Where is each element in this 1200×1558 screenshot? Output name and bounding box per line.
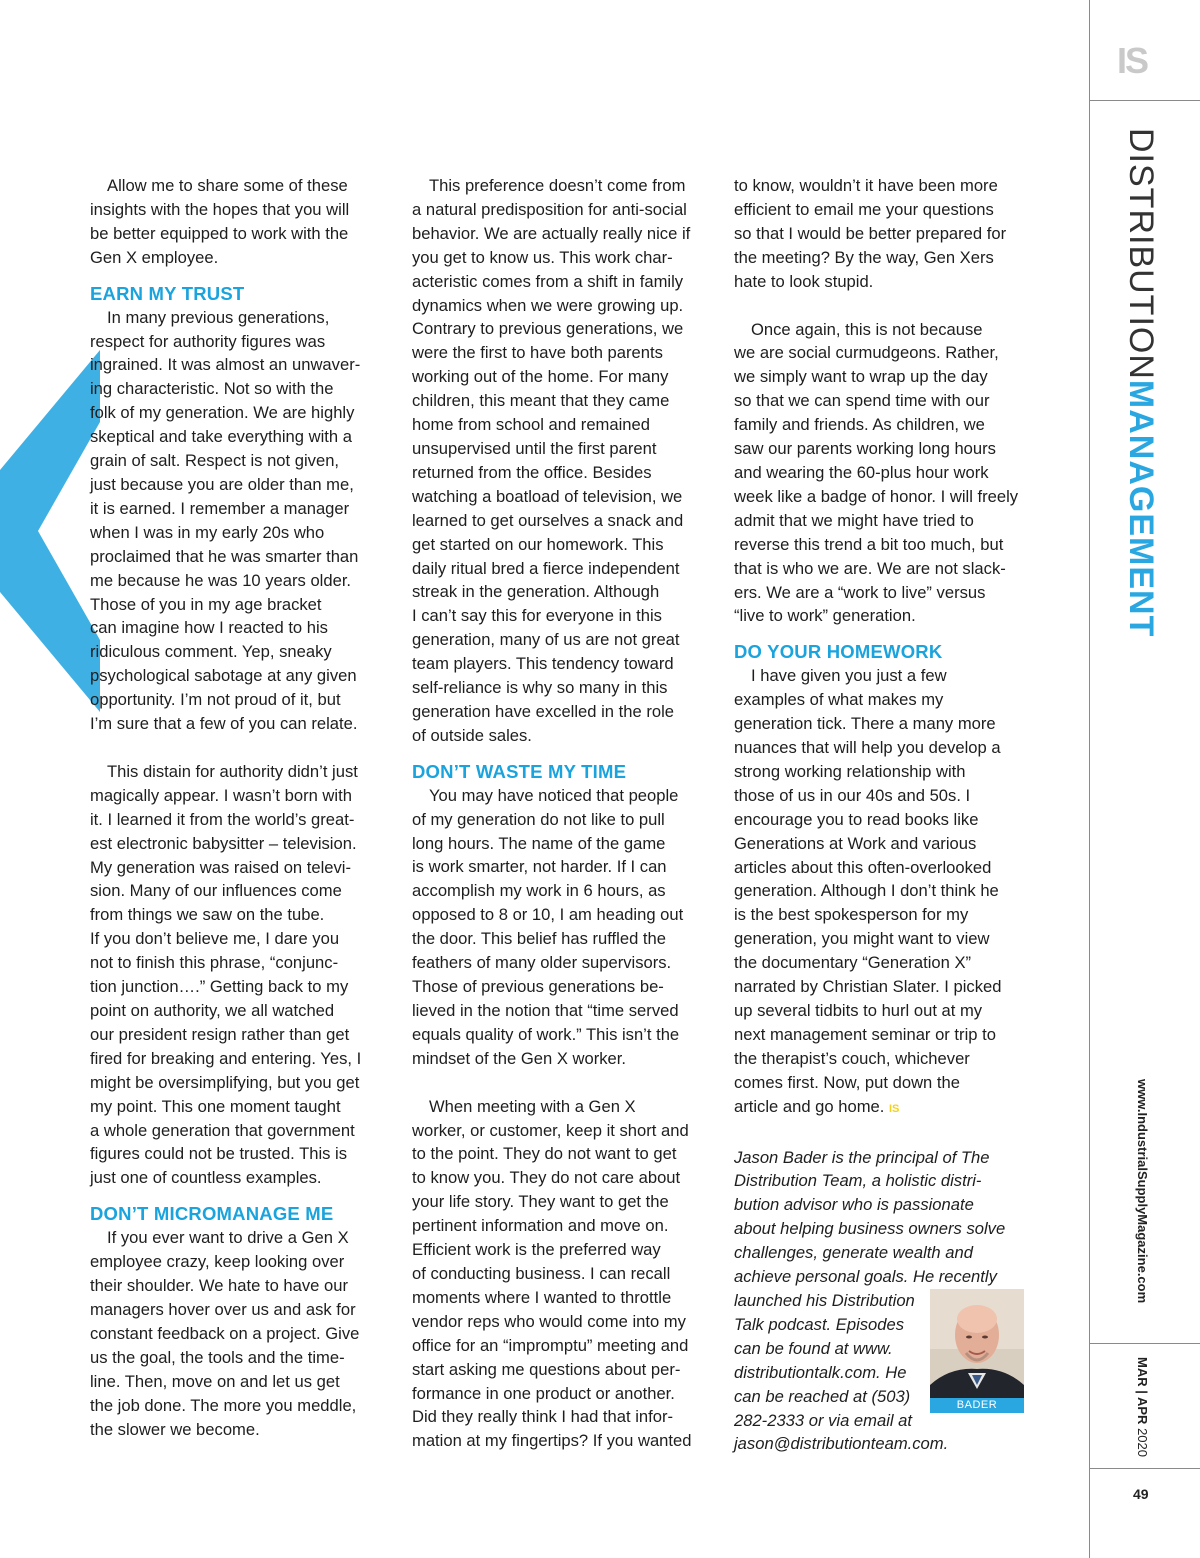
article-column-3: [734, 174, 1024, 1456]
author-bio: Jason Bader is the principal of The Distribution Team, a holistic distri- bution advisor who is passionate about helping business owners solve challenges, generate wealth and achieve personal goals. He recently: [734, 1147, 1006, 1287]
rail-divider: [1089, 1343, 1200, 1344]
section-label-light: DISTRIBUTION: [1122, 128, 1160, 380]
magazine-url: www.IndustrialSupplyMagazine.com: [1135, 1079, 1150, 1304]
issue-date: [1134, 1357, 1150, 1457]
paragraph: to know, wouldn’t it have been more efficient to email me your questions so that I would be better prepared for the meeting? By the way, Gen Xers hate to look stupid.: [734, 176, 1007, 291]
article-column-1: [90, 174, 380, 1441]
rail-divider: [1089, 100, 1200, 101]
article-column-2: [412, 174, 702, 1453]
paragraph-text: I have given you just a few examples of what makes my generation tick. There a many more nuances that will help you develop a strong working relationship with those of us in our 40s and 50s. I encourage you to read books like Generations at Work and various articles about this often-overlooked generation. Although I don’t think he is the best spokesperson for my generation, you might want to view the documentary “Generation X” narrated by Christian Slater. I picked up several tidbits to hurl out at my next management seminar or trip to the therapist’s couch, whichever comes first. Now, put down the article and go home.: [734, 666, 1002, 1116]
paragraph: You may have noticed that people of my generation do not like to pull long hours. The name of the game is work smarter, not harder. If I can accomplish my work in 6 hours, as opposed to 8 or 10, I am heading out the door. This belief has ruffled the feathers of many older supervisors. Those of previous generations be- lieved in the notion that “time served equals quality of work.” This isn’t the mindset of the Gen X worker.: [412, 785, 684, 1068]
end-mark-icon: IS: [888, 1102, 900, 1115]
paragraph: This preference doesn’t come from a natural predisposition for anti-social behavior. We are actually really nice if you get to know us. This work char- acteristic comes from a shift in family dynamics when we were growing up. Contrary to previous generations, we were the first to have both parents working out of the home. For many children, this meant that they came home from school and remained unsupervised until the first parent returned from the office. Besides watching a boatload of television, we learned to get ourselves a snack and get started on our homework. This daily ritual bred a fierce independent streak in the generation. Although I can’t say this for everyone in this generation, many of us are not great team players. This tendency toward self-reliance is why so many in this generation have excelled in the role of outside sales.: [412, 176, 691, 745]
page-number: 49: [1133, 1486, 1149, 1502]
paragraph: When meeting with a Gen X worker, or customer, keep it short and to the point. They do not want to get to know you. They do not care about your life story. They want to get the pertinent information and move on. Efficient work is the preferred way of conducting business. I can recall moments where I wanted to throttle vendor reps who would come into my office for an “impromptu” meeting and start asking me questions about per- formance in one product or another. Did they really think I had that infor- mation at my fingertips? If you wanted: [412, 1096, 692, 1451]
issue-year: 2020: [1135, 1428, 1150, 1457]
section-label-bold: MANAGEMENT: [1122, 379, 1160, 638]
photo-caption: BADER: [930, 1398, 1024, 1413]
portrait-image: [930, 1289, 1024, 1413]
section-heading-do-your-homework: DO YOUR HOMEWORK: [734, 641, 943, 663]
section-label: [1121, 128, 1161, 637]
magazine-logo: IS: [1117, 40, 1148, 81]
rail-divider: [1089, 1468, 1200, 1469]
paragraph: This distain for authority didn’t just magically appear. I wasn’t born with it. I learned it from the world’s great- est electronic babysitter – television. My generation was raised on televi- sion. Many of our influences come from things we saw on the tube. If you don’t believe me, I dare you not to finish this phrase, “conjunc- tion junction….” Getting back to my point on authority, we all watched our president resign rather than get fired for breaking and entering. Yes, I might be oversimplifying, but you get my point. This one moment taught a whole generation that government figures could not be trusted. This is just one of countless examples.: [90, 761, 362, 1188]
paragraph: Allow me to share some of these insights with the hopes that you will be better equipped to work with the Gen X employee.: [90, 176, 350, 267]
author-photo: [930, 1289, 1024, 1413]
paragraph: If you ever want to drive a Gen X employee crazy, keep looking over their shoulder. We hate to have our managers hover over us and ask for constant feedback on a project. Give us the goal, the tools and the time- line. Then, move on and let us get the job done. The more you meddle, the slower we become.: [90, 1228, 360, 1439]
section-heading-dont-waste-my-time: DON’T WASTE MY TIME: [412, 760, 627, 782]
paragraph: In many previous generations, respect for authority figures was ingrained. It was almost an unwaver- ing characteristic. Not so with the folk of my generation. We are highly skeptical and take everything with a grain of salt. Respect is not given, just because you are older than me, it is earned. I remember a manager when I was in my early 20s who proclaimed that he was smarter than me because he was 10 years older. Those of you in my age bracket can imagine how I reacted to his ridiculous comment. Yep, sneaky psychological sabotage at any given opportunity. I’m not proud of it, but I’m sure that a few of you can relate.: [90, 307, 361, 734]
section-heading-dont-micromanage-me: DON’T MICROMANAGE ME: [90, 1203, 334, 1225]
paragraph: [734, 664, 1024, 1121]
section-heading-earn-my-trust: EARN MY TRUST: [90, 282, 245, 304]
rail-divider: [1089, 0, 1090, 1558]
issue-month: MAR | APR: [1135, 1357, 1150, 1425]
author-bio-continued: launched his Distribution Talk podcast. Episodes can be found at www. distributiontalk.com. He can be reached at (503) 282-2333 or via email at jason@distributionteam.com.: [734, 1290, 949, 1454]
chevron-decoration: [0, 350, 100, 712]
paragraph: Once again, this is not because we are social curmudgeons. Rather, we simply want to wrap up the day so that we can spend time with our family and friends. As children, we saw our parents working long hours and wearing the 60-plus hour work week like a badge of honor. I will freely admit that we might have tried to reverse this trend a bit too much, but that is who we are. We are not slack- ers. We are a “work to live” versus “live to work” generation.: [734, 319, 1019, 626]
